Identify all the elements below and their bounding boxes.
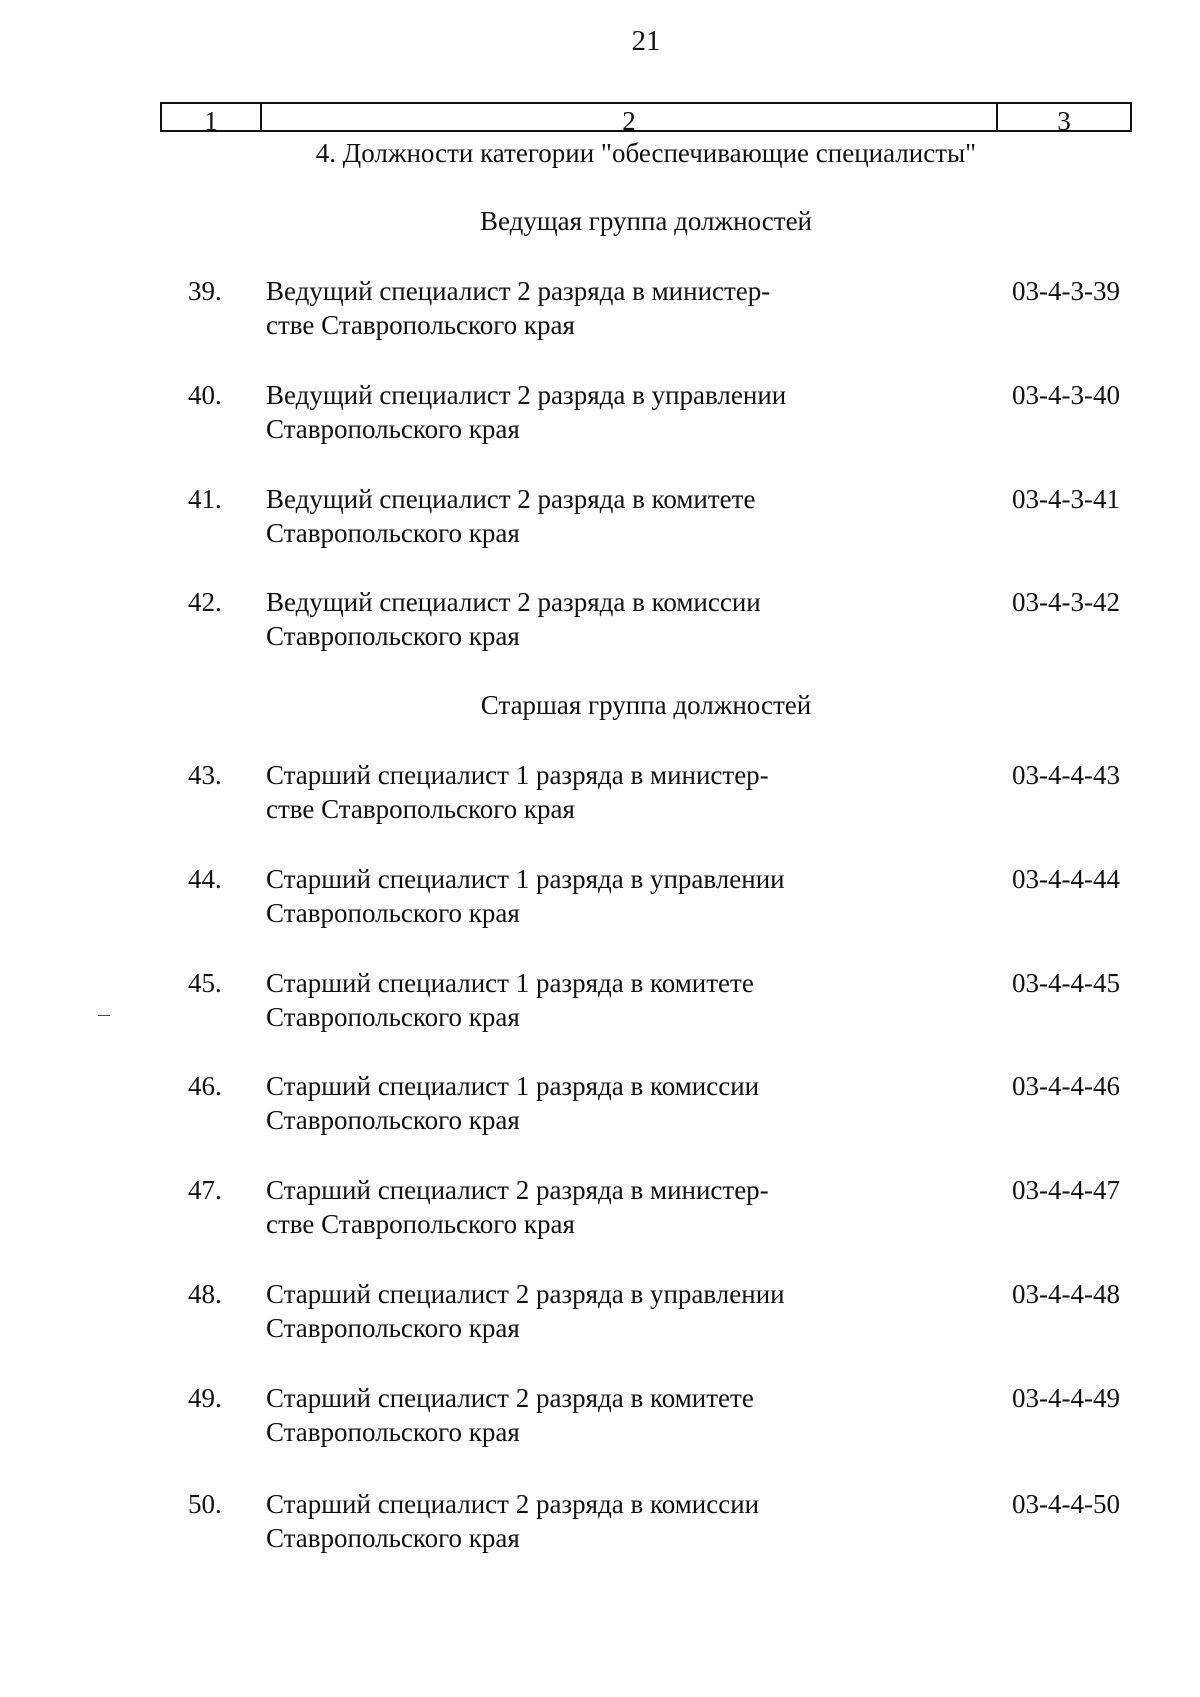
row-number: 45. <box>188 968 222 998</box>
table-row <box>0 1381 1200 1453</box>
position-title <box>266 1173 866 1241</box>
position-code: 03-4-4-49 <box>1012 1383 1120 1413</box>
position-title-line2: стве Ставропольского края <box>266 794 575 824</box>
section-title: 4. Должности категории "обеспечивающие специалисты" <box>315 138 977 168</box>
position-title <box>266 378 866 446</box>
position-title-line1: Старший специалист 1 разряда в комиссии <box>266 1071 760 1101</box>
position-code: 03-4-4-47 <box>1012 1175 1120 1205</box>
position-code: 03-4-4-44 <box>1012 864 1120 894</box>
position-title-line2: Ставропольского края <box>266 1105 520 1135</box>
position-title <box>266 1381 866 1449</box>
position-code: 03-4-3-41 <box>1012 484 1120 514</box>
column-number-header <box>160 102 1132 136</box>
position-title <box>266 966 866 1034</box>
position-title-line2: стве Ставропольского края <box>266 1209 575 1239</box>
position-title <box>266 1487 866 1555</box>
position-code: 03-4-3-40 <box>1012 380 1120 410</box>
position-title-line2: стве Ставропольского края <box>266 310 575 340</box>
position-code: 03-4-4-50 <box>1012 1489 1120 1519</box>
position-title-line1: Ведущий специалист 2 разряда в управлении <box>266 380 787 410</box>
position-title-line1: Старший специалист 1 разряда в министер- <box>266 760 769 790</box>
position-title-line1: Старший специалист 2 разряда в управлении <box>266 1279 785 1309</box>
position-title-line1: Ведущий специалист 2 разряда в министер- <box>266 276 771 306</box>
row-number: 47. <box>188 1175 222 1205</box>
row-number: 49. <box>188 1383 222 1413</box>
position-title-line1: Старший специалист 2 разряда в комитете <box>266 1383 754 1413</box>
position-title-line2: Ставропольского края <box>266 1523 520 1553</box>
position-title-line1: Старший специалист 1 разряда в управлении <box>266 864 785 894</box>
position-title-line2: Ставропольского края <box>266 518 520 548</box>
row-number: 46. <box>188 1071 222 1101</box>
row-number: 43. <box>188 760 222 790</box>
position-code: 03-4-4-45 <box>1012 968 1120 998</box>
scan-margin-mark <box>98 1015 110 1016</box>
position-title-line1: Старший специалист 2 разряда в комиссии <box>266 1489 760 1519</box>
table-row <box>0 1173 1200 1245</box>
position-title-line2: Ставропольского края <box>266 898 520 928</box>
table-row <box>0 862 1200 934</box>
row-number: 42. <box>188 587 222 617</box>
row-number: 50. <box>188 1489 222 1519</box>
row-number: 39. <box>188 276 222 306</box>
table-row <box>0 1487 1200 1559</box>
position-title <box>266 274 866 342</box>
position-code: 03-4-3-39 <box>1012 276 1120 306</box>
table-row <box>0 966 1200 1038</box>
table-row <box>0 274 1200 346</box>
position-title-line1: Ведущий специалист 2 разряда в комитете <box>266 484 756 514</box>
position-title <box>266 758 866 826</box>
position-title-line1: Старший специалист 2 разряда в министер- <box>266 1175 769 1205</box>
position-title-line2: Ставропольского края <box>266 1417 520 1447</box>
column-header-2: 2 <box>262 104 998 132</box>
position-title-line1: Старший специалист 1 разряда в комитете <box>266 968 754 998</box>
position-title <box>266 482 866 550</box>
position-title-line2: Ставропольского края <box>266 1002 520 1032</box>
position-code: 03-4-4-43 <box>1012 760 1120 790</box>
position-code: 03-4-3-42 <box>1012 587 1120 617</box>
table-row <box>0 1069 1200 1141</box>
table-row <box>0 585 1200 657</box>
table-row <box>0 482 1200 554</box>
table-row <box>0 1277 1200 1349</box>
page-number: 21 <box>631 25 661 57</box>
group-title-senior: Старшая группа должностей <box>480 690 812 720</box>
row-number: 44. <box>188 864 222 894</box>
row-number: 40. <box>188 380 222 410</box>
position-title <box>266 862 866 930</box>
position-title-line2: Ставропольского края <box>266 621 520 651</box>
position-title-line2: Ставропольского края <box>266 414 520 444</box>
row-number: 41. <box>188 484 222 514</box>
position-title <box>266 1277 866 1345</box>
position-code: 03-4-4-48 <box>1012 1279 1120 1309</box>
group-title-leading: Ведущая группа должностей <box>479 206 812 236</box>
position-title <box>266 585 866 653</box>
row-number: 48. <box>188 1279 222 1309</box>
column-header-1: 1 <box>162 104 262 132</box>
position-title-line1: Ведущий специалист 2 разряда в комиссии <box>266 587 761 617</box>
position-code: 03-4-4-46 <box>1012 1071 1120 1101</box>
table-row <box>0 758 1200 830</box>
column-header-3: 3 <box>1057 106 1071 136</box>
position-title <box>266 1069 866 1137</box>
position-title-line2: Ставропольского края <box>266 1313 520 1343</box>
table-row <box>0 378 1200 450</box>
